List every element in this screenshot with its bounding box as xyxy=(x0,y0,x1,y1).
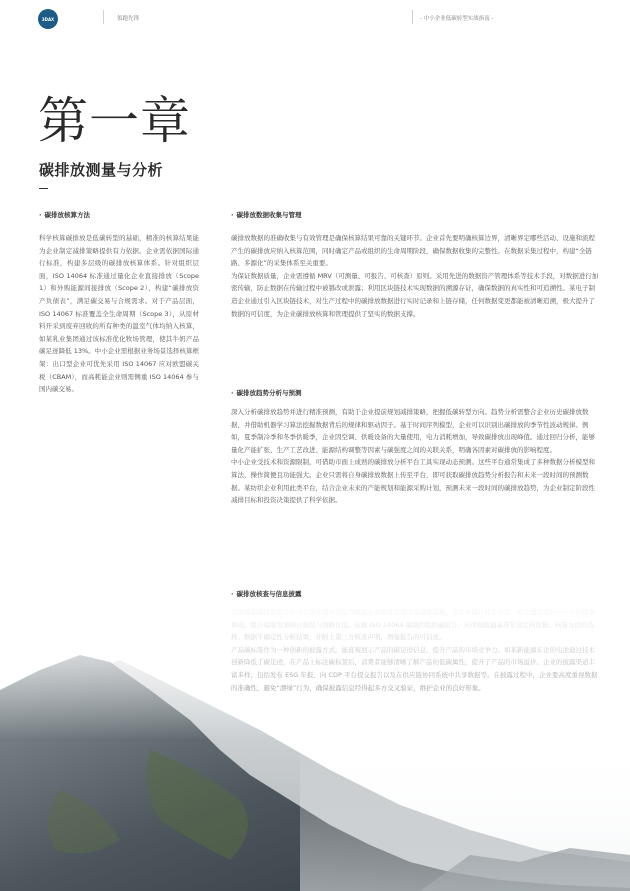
header-left-text: 領跑先锋 xyxy=(117,16,140,22)
title-dash xyxy=(39,188,48,189)
section-title-trend: · 碳排放趋势分析与预测 xyxy=(231,389,302,397)
header-divider xyxy=(412,10,413,24)
logo-badge: 3DAX xyxy=(38,9,58,29)
section-body-data: 碳排放数据的准确收集与有效管理是确保核算结果可靠的关键环节。企业首先要明确核算边界，清晰界定哪些活动、设施和流程产生的碳排放应纳入核算范围，同时确定产品或组织的生命周期阶段，确保数据收集的完整性。在数据采集过程中，构建“全链路、多源化”的采集体系至关重要。 为保证数据质量，企业需遵循 MRV（可测量、可报告、可核查）原则。采用先进的数据资产管理体系等技术手段，对数据进行加密传输，防止数据在传输过程中被篡改或泄露；利用区块链技术实现数据的溯源存证，确保数据的真实性和可追溯性。某电子制造企业通过引入区块链技术，对生产过程中的碳排放数据进行实时记录和上链存储，任何数据变更都能被清晰追溯，极大提升了数据的可信度，为企业碳排放核算和管理提供了坚实的数据支撑。 xyxy=(231,234,599,318)
mountain-illustration xyxy=(0,600,630,891)
section-body-method: 科学核算碳排放是低碳转型的基础，精准的核算结果能为企业制定减排策略提供有力依据。企业需依据国际通行标准，构建多层级的碳排放核算体系。针对组织层面，ISO 14064 标准通过量化企业直接排放（Scope 1）和外购能源间接排放（Scope 2），构建“碳排放资产负债表”，满足碳交易与合规需求。对于产品层面，ISO 14067 标准覆盖全生命周期（Scope 3），从原材料开采到废弃回收的所有种类的温室气体均纳入核算，如某乳业集团通过该标准优化牧场管理，使其牛奶产品碳足迹降低 13%。中小企业需根据业务场景选择核算框架：出口型企业可优先采用 ISO 14067 应对欧盟碳关税（CBAM），而高耗能企业则需侧重 ISO 14064 参与国内碳交易。 xyxy=(39,234,199,394)
header-divider xyxy=(103,10,104,24)
bullet-icon: · xyxy=(231,590,234,598)
chapter-title: 碳排放测量与分析 xyxy=(39,161,164,179)
bullet-icon: · xyxy=(231,211,234,219)
page-header xyxy=(0,0,630,40)
section-title-data: · 碳排放数据收集与管理 xyxy=(231,211,302,219)
mountain-image xyxy=(0,600,630,891)
bullet-icon: · xyxy=(231,389,234,397)
section-title-verify: · 碳排放核查与信息披露 xyxy=(231,590,302,598)
chapter-number: 第一章 xyxy=(38,92,191,150)
section-title-method: · 碳排放核算方法 xyxy=(39,211,90,219)
section-body-trend: 深入分析碳排放趋势并进行精准预测，有助于企业提前规划减排策略，把握低碳转型方向。趋势分析需整合企业历史碳排放数据，并借助机器学习算法挖掘数据背后的规律和驱动因子。基于时间序列模型，企业可以识别出碳排放的季节性波动规律。例如，夏季制冷季和冬季供暖季，企业因空调、供暖设备的大量使用，电力消耗增加，导致碳排放出现峰值。通过回归分析，能够量化产能扩张、生产工艺改进、能源结构调整等因素与碳强度之间的关联关系，明确各因素对碳排放的影响程度。 中小企业受技术和资源限制，可借助市面上成熟的碳排放分析平台工具实现动态预测。这些平台通常集成了多种数据分析模型和算法，操作简便且功能强大。企业只需将自身碳排放数据上传至平台，即可获取碳排放趋势分析报告和未来一段时间的预测数据。某纺织企业利用此类平台，结合企业未来的产能规划和能源采购计划，预测未来一段时间的碳排放趋势，为企业制定阶段性减排目标和投资决策提供了科学依据。 xyxy=(231,408,595,505)
bullet-icon: · xyxy=(39,211,42,219)
header-right-text: - 中小企业低碳转型实战指南 - xyxy=(420,16,494,22)
